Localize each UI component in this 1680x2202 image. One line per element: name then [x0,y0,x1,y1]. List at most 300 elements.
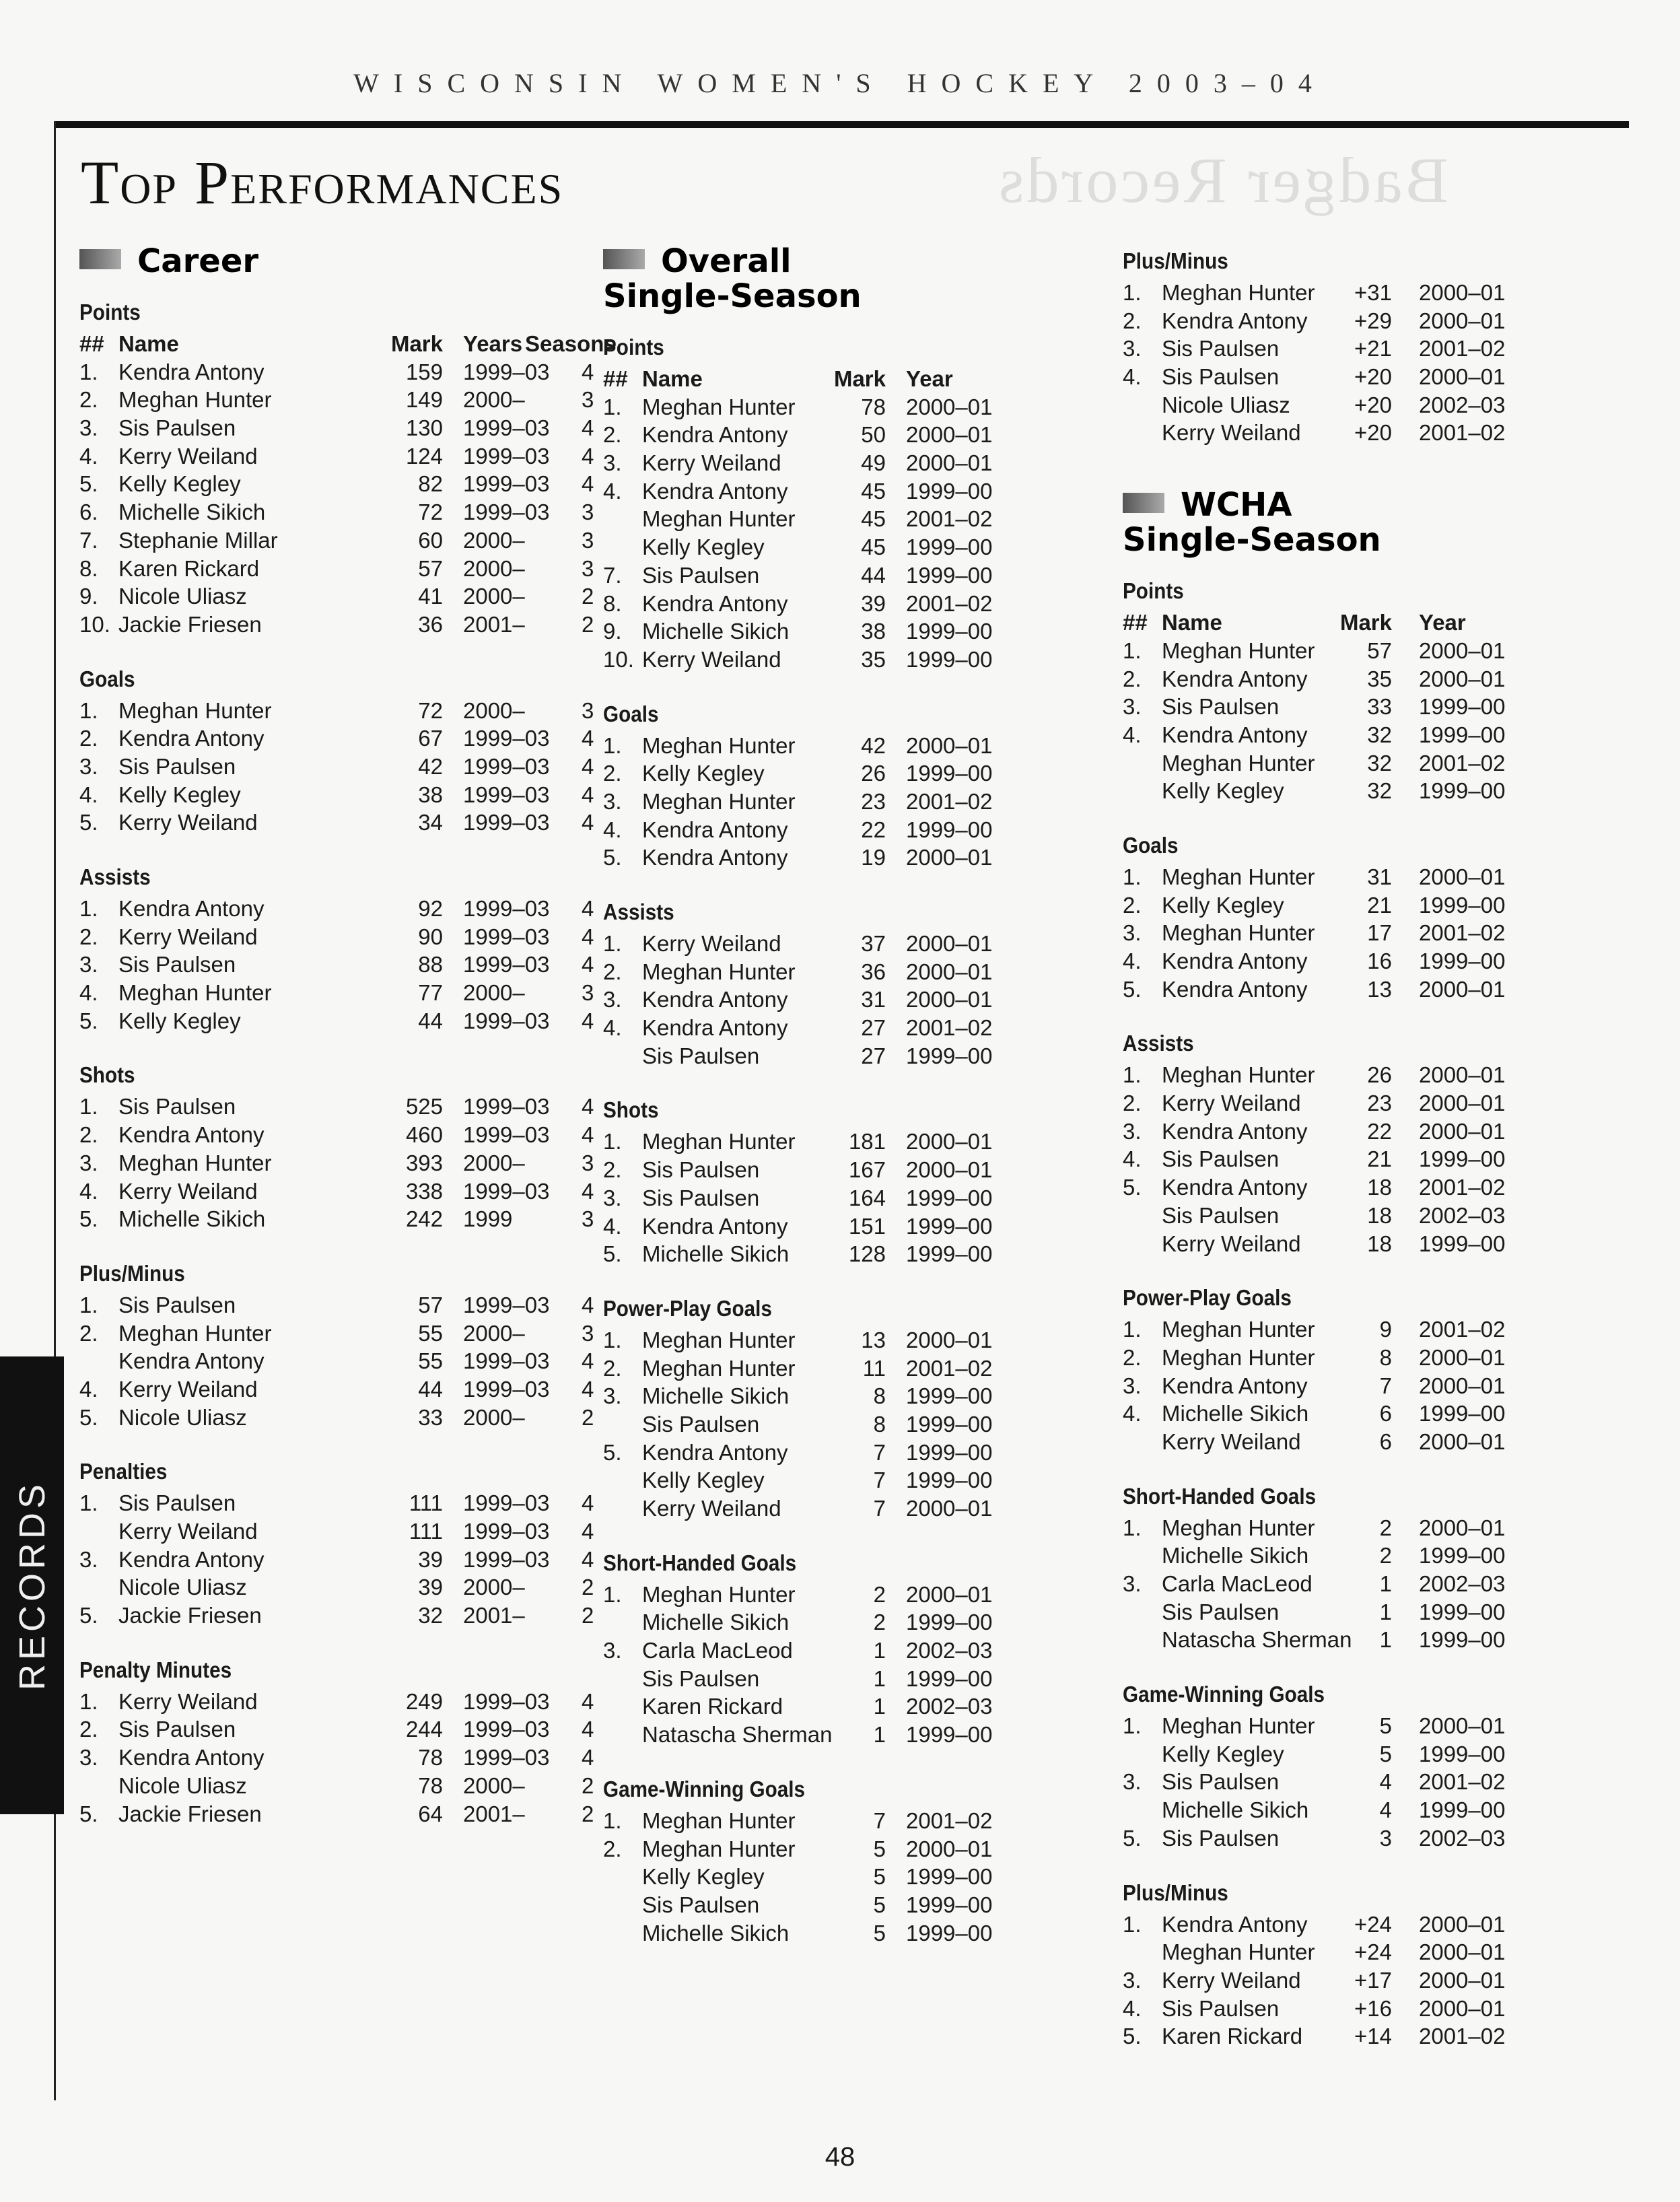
rank-cell: 4. [603,1213,622,1239]
rank-cell: 5. [1123,1825,1142,1851]
name-cell: Michelle Sikich [642,1241,790,1267]
table-row [1123,693,1594,721]
mark-cell: 1 [873,1638,886,1663]
table-row [603,617,1074,646]
year-cell: 2000–01 [906,931,993,956]
year-cell: 2001–02 [906,1015,993,1041]
table-row [603,449,1074,477]
year-cell: 1999–03 [463,415,550,441]
seasons-cell: 3 [582,387,594,413]
year-cell: 1999–00 [1419,1401,1506,1426]
mark-cell: 82 [418,471,443,497]
mark-cell: 338 [405,1178,443,1204]
year-cell: 2000–01 [906,422,993,448]
rank-cell: 1. [603,1327,622,1352]
name-cell: Kerry Weiland [642,1496,781,1521]
year-cell: 1999–03 [463,1519,550,1544]
table-row [1123,363,1594,391]
name-cell: Kelly Kegley [1162,778,1284,804]
seasons-cell: 4 [582,1490,594,1516]
table-row [1123,891,1594,920]
seasons-cell: 2 [582,611,594,637]
table-row [79,358,594,386]
seasons-cell: 4 [582,952,594,977]
rank-cell: 1. [603,1129,622,1155]
year-cell: 1999–03 [463,1292,550,1317]
stat-group-title: Goals [1123,832,1179,858]
rank-cell: 1. [79,1688,98,1714]
seasons-cell: 4 [582,1376,594,1402]
table-row [1123,279,1594,307]
year-cell: 2001–02 [906,788,993,814]
table-row [1123,749,1594,778]
year-cell: 2001–02 [906,590,993,616]
mark-cell: 244 [405,1717,443,1742]
records-section [79,242,617,1828]
mark-cell: 7 [873,1808,886,1833]
year-cell: 1999–03 [463,1745,550,1770]
rank-cell: 4. [603,478,622,504]
table-row [603,1410,1074,1439]
mark-cell: 38 [861,619,886,644]
table-row [603,1919,1074,1948]
table-row [603,1891,1074,1919]
name-cell: Kendra Antony [642,1213,788,1239]
name-cell: Kendra Antony [118,1122,265,1148]
rank-cell: 2. [603,761,622,786]
year-cell: 1999–00 [906,1920,993,1946]
name-cell: Michelle Sikich [118,1206,266,1232]
name-cell: Meghan Hunter [642,1327,796,1352]
rank-cell: 2. [1123,666,1142,691]
name-cell: Kendra Antony [642,987,788,1012]
table-header-row [79,330,617,358]
rank-cell: 2. [603,422,622,448]
seasons-cell: 4 [582,753,594,779]
name-cell: Kelly Kegley [642,1468,765,1493]
table-row [79,386,594,414]
year-cell: 2002–03 [1419,1202,1506,1228]
rank-cell: 4. [79,443,98,469]
show-through-title: Badger Records [996,144,1448,216]
mark-cell: +24 [1354,1939,1392,1965]
table-row [603,1184,1074,1212]
table-row [79,1744,594,1772]
name-cell: Kelly Kegley [118,782,241,807]
table-row [1123,863,1594,891]
name-cell: Kerry Weiland [642,450,781,476]
name-cell: Kelly Kegley [1162,892,1284,918]
name-cell: Kendra Antony [642,817,788,842]
stat-group [79,295,617,639]
table-row [603,1240,1074,1268]
name-cell: Jackie Friesen [118,1801,262,1826]
rank-cell: 3. [1123,1373,1142,1398]
rank-cell: 1. [79,697,98,723]
mark-cell: 60 [418,527,443,553]
rank-cell: 2. [79,924,98,949]
year-cell: 1999–03 [463,1122,550,1148]
name-cell: Sis Paulsen [1162,1599,1280,1624]
heading-bullet-icon [1123,493,1164,513]
year-cell: 1999–03 [463,1546,550,1572]
mark-cell: 16 [1367,949,1392,973]
mark-cell: 525 [405,1094,443,1120]
mark-cell: 88 [418,952,443,977]
rank-cell: 10. [79,611,110,637]
name-cell: Meghan Hunter [642,959,796,984]
stat-group [603,330,1074,674]
name-cell: Michelle Sikich [1162,1797,1309,1823]
year-cell: 2000–01 [906,1836,993,1861]
mark-cell: 38 [418,782,443,807]
seasons-cell: 4 [582,726,594,751]
table-row [1123,721,1594,749]
name-cell: Carla MacLeod [642,1638,793,1663]
name-cell: Meghan Hunter [1162,638,1315,663]
rank-cell: 4. [79,782,98,807]
mark-cell: 21 [1367,1146,1392,1172]
name-cell: Kerry Weiland [118,1519,258,1544]
year-cell: 2001–02 [906,1808,993,1833]
table-row [79,498,594,526]
year-cell: 2000–01 [1419,864,1506,889]
name-cell: Kerry Weiland [118,443,258,469]
mark-cell: 27 [861,1043,886,1068]
name-cell: Kendra Antony [118,726,265,751]
year-cell: 2001– [463,1603,525,1628]
seasons-cell: 4 [582,782,594,807]
year-cell: 2000–01 [1419,1911,1506,1937]
rank-cell: 5. [79,810,98,835]
mark-cell: 159 [405,359,443,384]
name-cell: Meghan Hunter [642,732,796,758]
rank-cell: 5. [603,1241,622,1267]
mark-cell: 57 [1367,638,1392,663]
stat-group-title: Goals [79,666,135,691]
rank-cell: 3. [603,1383,622,1409]
table-row [603,1042,1074,1070]
table-row [1123,947,1594,975]
name-cell: Sis Paulsen [1162,364,1280,390]
mark-cell: 22 [1367,1118,1392,1144]
name-cell: Meghan Hunter [1162,1062,1315,1088]
rank-cell: 7. [603,562,622,588]
rank-cell: 2. [603,1836,622,1861]
stat-group-title: Plus/Minus [79,1260,185,1286]
section-heading [79,244,564,279]
table-row [79,1546,594,1574]
stat-group-title: Power-Play Goals [603,1295,772,1321]
mark-cell: 393 [405,1150,443,1175]
year-cell: 2000– [463,697,525,723]
name-cell: Kerry Weiland [118,924,258,949]
table-row [1123,919,1594,947]
name-cell: Kelly Kegley [1162,1741,1284,1766]
rank-cell: 1. [1123,1515,1142,1540]
name-cell: Kerry Weiland [1162,1231,1301,1256]
mark-cell: +21 [1354,336,1392,362]
year-cell: 2001–02 [1419,2024,1506,2049]
table-row [79,526,594,555]
stat-group-title: Points [79,300,141,324]
name-cell: Kendra Antony [642,422,788,448]
seasons-cell: 2 [582,1404,594,1430]
year-cell: 2000–01 [1419,638,1506,663]
name-cell: Michelle Sikich [1162,1401,1309,1426]
name-cell: Meghan Hunter [118,1320,272,1346]
mark-cell: 64 [418,1801,443,1826]
table-row [1123,1315,1594,1344]
mark-cell: 78 [418,1745,443,1770]
stat-group [603,697,1074,872]
year-cell: 2000–01 [1419,666,1506,691]
year-cell: 2000–01 [906,987,993,1012]
year-cell: 2000– [463,527,525,553]
header-seasons: Seasons [525,331,617,356]
name-cell: Sis Paulsen [118,753,236,779]
table-row [1123,2022,1594,2051]
mark-cell: 57 [418,1292,443,1317]
mark-cell: 13 [861,1327,886,1352]
mark-cell: 164 [848,1185,886,1210]
section-heading-line: Career [137,242,259,280]
table-row [79,1800,594,1828]
name-cell: Kerry Weiland [118,1376,258,1402]
table-row [79,923,594,951]
year-cell: 1999–00 [1419,1627,1506,1653]
mark-cell: 45 [861,535,886,560]
table-row [603,1835,1074,1863]
seasons-cell: 3 [582,527,594,553]
stat-group-title: Game-Winning Goals [603,1776,806,1801]
top-rule [54,121,1629,128]
seasons-cell: 4 [582,1008,594,1033]
stat-group [1123,1280,1594,1455]
name-cell: Kerry Weiland [1162,1091,1301,1116]
table-row [1123,1995,1594,2023]
stat-group-title: Shots [79,1062,135,1088]
year-cell: 2000–01 [906,1496,993,1521]
table-row [79,442,594,471]
table-row [1123,1796,1594,1824]
rank-cell: 9. [603,619,622,644]
rank-cell: 1. [1123,280,1142,305]
name-cell: Sis Paulsen [642,1892,760,1917]
seasons-cell: 4 [582,1122,594,1148]
year-cell: 1999–00 [906,1383,993,1409]
mark-cell: 2 [1379,1543,1392,1569]
table-row [79,697,594,725]
column-career [79,242,617,1828]
rank-cell: 4. [1123,1401,1142,1426]
header-year: Year [1419,610,1466,635]
rank-cell: 2. [603,1157,622,1183]
table-row [79,1149,594,1177]
mark-cell: 32 [1367,722,1392,747]
header-rank: ## [1123,610,1148,635]
mark-cell: +29 [1354,308,1392,333]
year-cell: 1999–03 [463,896,550,921]
year-cell: 2000–01 [1419,1344,1506,1370]
rank-cell: 3. [1123,1118,1142,1144]
year-cell: 2000– [463,1404,525,1430]
year-cell: 1999–00 [906,619,993,644]
rank-cell: 1. [1123,1062,1142,1088]
mark-cell: 22 [861,817,886,842]
year-cell: 1999–00 [906,562,993,588]
table-row [603,1014,1074,1042]
table-row [1123,1598,1594,1626]
rank-cell: 3. [603,1185,622,1210]
mark-cell: 31 [861,987,886,1012]
mark-cell: 2 [873,1581,886,1607]
seasons-cell: 3 [582,555,594,581]
name-cell: Sis Paulsen [118,1490,236,1516]
name-cell: Sis Paulsen [642,1043,760,1068]
year-cell: 2000–01 [1419,976,1506,1002]
mark-cell: 50 [861,422,886,448]
name-cell: Kendra Antony [118,359,265,384]
mark-cell: 167 [848,1157,886,1183]
rank-cell: 5. [79,1206,98,1232]
year-cell: 1999–00 [906,1439,993,1465]
mark-cell: +20 [1354,392,1392,417]
mark-cell: 5 [873,1836,886,1861]
stat-group [79,1058,594,1233]
table-row [79,808,594,837]
year-cell: 1999–03 [463,1490,550,1516]
table-row [1123,665,1594,693]
rank-cell: 3. [79,1150,98,1175]
table-row [79,1573,594,1602]
mark-cell: 1 [873,1665,886,1691]
table-row [1123,1173,1594,1202]
seasons-cell: 3 [582,500,594,525]
mark-cell: 55 [418,1320,443,1346]
table-row [603,561,1074,590]
year-cell: 1999–00 [906,1241,993,1267]
seasons-cell: 4 [582,1348,594,1374]
name-cell: Kendra Antony [642,1015,788,1041]
stat-group [79,1256,594,1431]
year-cell: 1999–00 [1419,1797,1506,1823]
year-cell: 2000–01 [1419,308,1506,333]
year-cell: 2000–01 [1419,1373,1506,1398]
name-cell: Meghan Hunter [1162,1344,1315,1370]
stat-group-title: Power-Play Goals [1123,1285,1292,1311]
name-cell: Kelly Kegley [118,471,241,497]
table-row [1123,1626,1594,1654]
name-cell: Meghan Hunter [642,788,796,814]
year-cell: 2000–01 [906,1581,993,1607]
seasons-cell: 4 [582,415,594,441]
rank-cell: 4. [1123,722,1142,747]
year-cell: 1999–00 [906,761,993,786]
year-cell: 2000–01 [1419,1939,1506,1965]
mark-cell: 26 [861,761,886,786]
seasons-cell: 4 [582,1546,594,1572]
name-cell: Sis Paulsen [1162,1825,1280,1851]
table-row [603,930,1074,958]
year-cell: 1999–00 [906,535,993,560]
stat-group-title: Game-Winning Goals [1123,1682,1325,1707]
table-row [79,1205,594,1233]
table-row [79,753,594,781]
year-cell: 2002–03 [1419,1825,1506,1851]
mark-cell: 44 [861,562,886,588]
year-cell: 2000– [463,555,525,581]
mark-cell: 181 [848,1129,886,1155]
mark-cell: 26 [1367,1062,1392,1088]
year-cell: 2000–01 [1419,364,1506,390]
name-cell: Kelly Kegley [642,1864,765,1890]
mark-cell: 44 [418,1008,443,1033]
rank-cell: 1. [1123,1317,1142,1342]
seasons-cell: 4 [582,1688,594,1714]
table-row [603,533,1074,561]
name-cell: Jackie Friesen [118,611,262,637]
table-row [79,1404,594,1432]
stat-group-title: Shots [603,1097,659,1123]
records-section [603,244,1074,1947]
stat-group [79,1653,594,1828]
table-row [603,1692,1074,1721]
seasons-cell: 3 [582,1320,594,1346]
year-cell: 1999 [463,1206,513,1232]
table-row [603,732,1074,760]
rank-cell: 3. [1123,1769,1142,1795]
rank-cell: 8. [79,555,98,581]
table-row [1123,637,1594,665]
table-row [79,1489,594,1517]
seasons-cell: 4 [582,1519,594,1544]
year-cell: 2001– [463,611,525,637]
section-heading-line: Single-Season [1123,521,1381,559]
header-rank: ## [79,331,104,356]
seasons-cell: 2 [582,584,594,609]
seasons-cell: 3 [582,980,594,1006]
year-cell: 1999–03 [463,1008,550,1033]
year-cell: 2000–01 [1419,1429,1506,1454]
seasons-cell: 4 [582,1745,594,1770]
name-cell: Carla MacLeod [1162,1571,1312,1596]
table-row [1123,1542,1594,1570]
year-cell: 2001– [463,1801,525,1826]
header-mark: Mark [1339,610,1392,635]
year-cell: 2000–01 [906,732,993,758]
mark-cell: 9 [1379,1317,1392,1342]
rank-cell: 1. [603,732,622,758]
year-cell: 2000–01 [1419,280,1506,305]
seasons-cell: 4 [582,896,594,921]
mark-cell: 1 [1379,1599,1392,1624]
mark-cell: 6 [1379,1401,1392,1426]
year-cell: 1999–00 [906,646,993,672]
stat-group [1123,1677,1594,1852]
mark-cell: 78 [861,394,886,419]
year-cell: 2002–03 [1419,392,1506,417]
name-cell: Kerry Weiland [118,810,258,835]
rank-cell: 2. [1123,1344,1142,1370]
rank-cell: 1. [79,1292,98,1317]
mark-cell: 72 [418,500,443,525]
section-heading-line: WCHA [1181,486,1292,524]
year-cell: 1999–00 [1419,1146,1506,1172]
page-title: Top Performances [81,148,564,217]
mark-cell: +24 [1354,1911,1392,1937]
year-cell: 1999–00 [1419,1741,1506,1766]
